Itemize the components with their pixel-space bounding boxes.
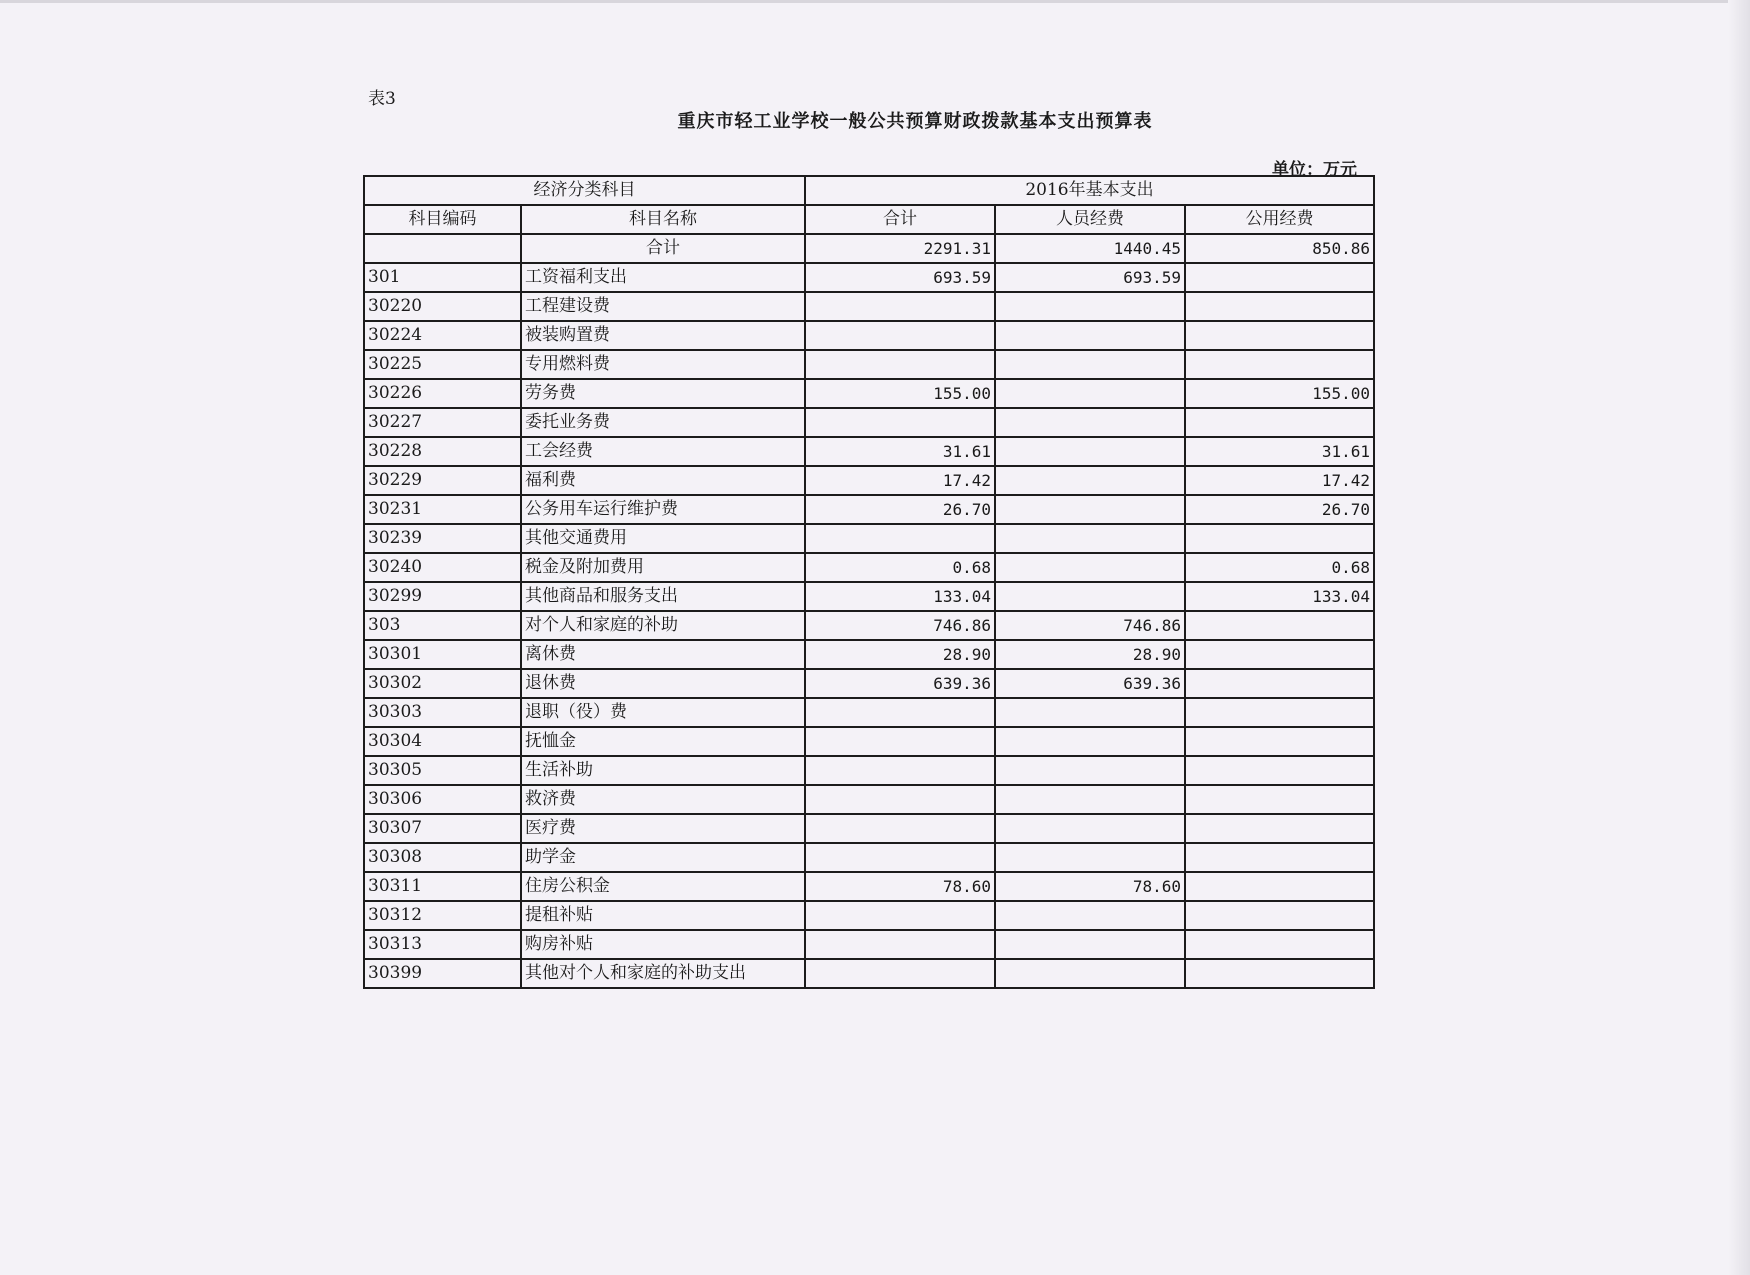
row-total (805, 727, 995, 756)
table-row (364, 495, 1374, 524)
row-name: 救济费 (521, 785, 805, 814)
row-public (1185, 698, 1374, 727)
row-name: 委托业务费 (521, 408, 805, 437)
table-row (364, 350, 1374, 379)
row-total: 28.90 (805, 640, 995, 669)
table-row (364, 611, 1374, 640)
total-total: 2291.31 (805, 234, 995, 263)
row-total: 133.04 (805, 582, 995, 611)
table-row (364, 582, 1374, 611)
row-code: 30227 (364, 408, 521, 437)
row-name: 税金及附加费用 (521, 553, 805, 582)
row-public (1185, 727, 1374, 756)
row-personnel (995, 437, 1185, 466)
row-personnel (995, 756, 1185, 785)
row-name: 专用燃料费 (521, 350, 805, 379)
budget-table (363, 175, 1375, 989)
row-name: 退职（役）费 (521, 698, 805, 727)
row-code: 30312 (364, 901, 521, 930)
table-row (364, 669, 1374, 698)
header-name: 科目名称 (521, 205, 805, 234)
scan-edge (0, 0, 1750, 3)
row-public: 17.42 (1185, 466, 1374, 495)
row-total (805, 959, 995, 988)
table-row (364, 727, 1374, 756)
row-total (805, 321, 995, 350)
row-public (1185, 292, 1374, 321)
document-title: 重庆市轻工业学校一般公共预算财政拨款基本支出预算表 (677, 111, 1153, 132)
row-personnel: 78.60 (995, 872, 1185, 901)
row-code: 30299 (364, 582, 521, 611)
row-total (805, 698, 995, 727)
row-total: 0.68 (805, 553, 995, 582)
row-total (805, 814, 995, 843)
row-personnel (995, 466, 1185, 495)
total-row (364, 234, 1374, 263)
row-code: 30225 (364, 350, 521, 379)
row-name: 购房补贴 (521, 930, 805, 959)
row-public: 0.68 (1185, 553, 1374, 582)
row-personnel (995, 292, 1185, 321)
row-total: 155.00 (805, 379, 995, 408)
table-row (364, 292, 1374, 321)
table-label: 表3 (368, 89, 396, 109)
table-row (364, 756, 1374, 785)
row-personnel (995, 379, 1185, 408)
row-name: 劳务费 (521, 379, 805, 408)
row-personnel (995, 698, 1185, 727)
total-personnel: 1440.45 (995, 234, 1185, 263)
row-public (1185, 611, 1374, 640)
row-code: 301 (364, 263, 521, 292)
header-row-group (364, 176, 1374, 205)
row-total (805, 408, 995, 437)
row-name: 住房公积金 (521, 872, 805, 901)
row-name: 其他交通费用 (521, 524, 805, 553)
row-personnel (995, 843, 1185, 872)
table-row (364, 321, 1374, 350)
table-row (364, 959, 1374, 988)
row-name: 其他对个人和家庭的补助支出 (521, 959, 805, 988)
total-public: 850.86 (1185, 234, 1374, 263)
row-name: 医疗费 (521, 814, 805, 843)
row-public (1185, 901, 1374, 930)
row-personnel (995, 959, 1185, 988)
row-public: 155.00 (1185, 379, 1374, 408)
row-name: 工资福利支出 (521, 263, 805, 292)
total-code (364, 234, 521, 263)
row-code: 30308 (364, 843, 521, 872)
row-code: 30224 (364, 321, 521, 350)
table-row (364, 524, 1374, 553)
row-personnel (995, 814, 1185, 843)
row-code: 30231 (364, 495, 521, 524)
table-row (364, 408, 1374, 437)
row-name: 提租补贴 (521, 901, 805, 930)
row-public: 133.04 (1185, 582, 1374, 611)
row-code: 30313 (364, 930, 521, 959)
table-row (364, 263, 1374, 292)
row-personnel (995, 553, 1185, 582)
row-total (805, 901, 995, 930)
table-row (364, 466, 1374, 495)
row-code: 30228 (364, 437, 521, 466)
row-public: 26.70 (1185, 495, 1374, 524)
row-total: 78.60 (805, 872, 995, 901)
row-name: 其他商品和服务支出 (521, 582, 805, 611)
row-total: 26.70 (805, 495, 995, 524)
unit-label: 单位：万元 (1272, 160, 1357, 180)
row-name: 工会经费 (521, 437, 805, 466)
row-personnel: 28.90 (995, 640, 1185, 669)
header-code: 科目编码 (364, 205, 521, 234)
row-personnel (995, 321, 1185, 350)
row-public (1185, 872, 1374, 901)
scan-shadow (1728, 0, 1750, 1275)
row-code: 30240 (364, 553, 521, 582)
row-public (1185, 930, 1374, 959)
row-name: 被装购置费 (521, 321, 805, 350)
row-total (805, 785, 995, 814)
row-public (1185, 350, 1374, 379)
row-code: 30305 (364, 756, 521, 785)
row-personnel (995, 524, 1185, 553)
row-code: 303 (364, 611, 521, 640)
table-row (364, 640, 1374, 669)
row-code: 30307 (364, 814, 521, 843)
row-personnel (995, 350, 1185, 379)
row-code: 30301 (364, 640, 521, 669)
header-total: 合计 (805, 205, 995, 234)
row-name: 公务用车运行维护费 (521, 495, 805, 524)
row-personnel (995, 785, 1185, 814)
row-name: 工程建设费 (521, 292, 805, 321)
row-public: 31.61 (1185, 437, 1374, 466)
row-public (1185, 408, 1374, 437)
row-total (805, 843, 995, 872)
row-public (1185, 785, 1374, 814)
row-code: 30229 (364, 466, 521, 495)
row-personnel (995, 495, 1185, 524)
row-total: 17.42 (805, 466, 995, 495)
header-personnel: 人员经费 (995, 205, 1185, 234)
row-total: 746.86 (805, 611, 995, 640)
table-row (364, 843, 1374, 872)
row-code: 30239 (364, 524, 521, 553)
row-code: 30306 (364, 785, 521, 814)
row-total (805, 350, 995, 379)
row-personnel: 639.36 (995, 669, 1185, 698)
header-public: 公用经费 (1185, 205, 1374, 234)
row-public (1185, 756, 1374, 785)
table-row (364, 698, 1374, 727)
table-row (364, 379, 1374, 408)
row-code: 30220 (364, 292, 521, 321)
row-name: 抚恤金 (521, 727, 805, 756)
table-row (364, 814, 1374, 843)
table-row (364, 872, 1374, 901)
row-code: 30304 (364, 727, 521, 756)
row-public (1185, 669, 1374, 698)
table-row (364, 901, 1374, 930)
row-personnel: 746.86 (995, 611, 1185, 640)
table-row (364, 437, 1374, 466)
row-total: 31.61 (805, 437, 995, 466)
row-public (1185, 524, 1374, 553)
row-total (805, 930, 995, 959)
table-row (364, 930, 1374, 959)
row-personnel (995, 930, 1185, 959)
header-econ-class: 经济分类科目 (364, 176, 805, 205)
row-personnel: 693.59 (995, 263, 1185, 292)
table-row (364, 785, 1374, 814)
row-total (805, 524, 995, 553)
table-row (364, 553, 1374, 582)
row-code: 30302 (364, 669, 521, 698)
row-total (805, 756, 995, 785)
row-code: 30399 (364, 959, 521, 988)
row-name: 助学金 (521, 843, 805, 872)
row-public (1185, 640, 1374, 669)
row-name: 福利费 (521, 466, 805, 495)
row-name: 生活补助 (521, 756, 805, 785)
row-total: 639.36 (805, 669, 995, 698)
row-public (1185, 814, 1374, 843)
row-personnel (995, 727, 1185, 756)
row-total: 693.59 (805, 263, 995, 292)
row-public (1185, 959, 1374, 988)
row-public (1185, 321, 1374, 350)
row-code: 30226 (364, 379, 521, 408)
row-name: 退休费 (521, 669, 805, 698)
row-name: 离休费 (521, 640, 805, 669)
total-label: 合计 (521, 234, 805, 263)
row-name: 对个人和家庭的补助 (521, 611, 805, 640)
row-personnel (995, 408, 1185, 437)
row-total (805, 292, 995, 321)
row-code: 30311 (364, 872, 521, 901)
row-public (1185, 843, 1374, 872)
row-code: 30303 (364, 698, 521, 727)
row-personnel (995, 901, 1185, 930)
header-row-columns (364, 205, 1374, 234)
row-personnel (995, 582, 1185, 611)
header-basic-expenditure: 2016年基本支出 (805, 176, 1374, 205)
row-public (1185, 263, 1374, 292)
